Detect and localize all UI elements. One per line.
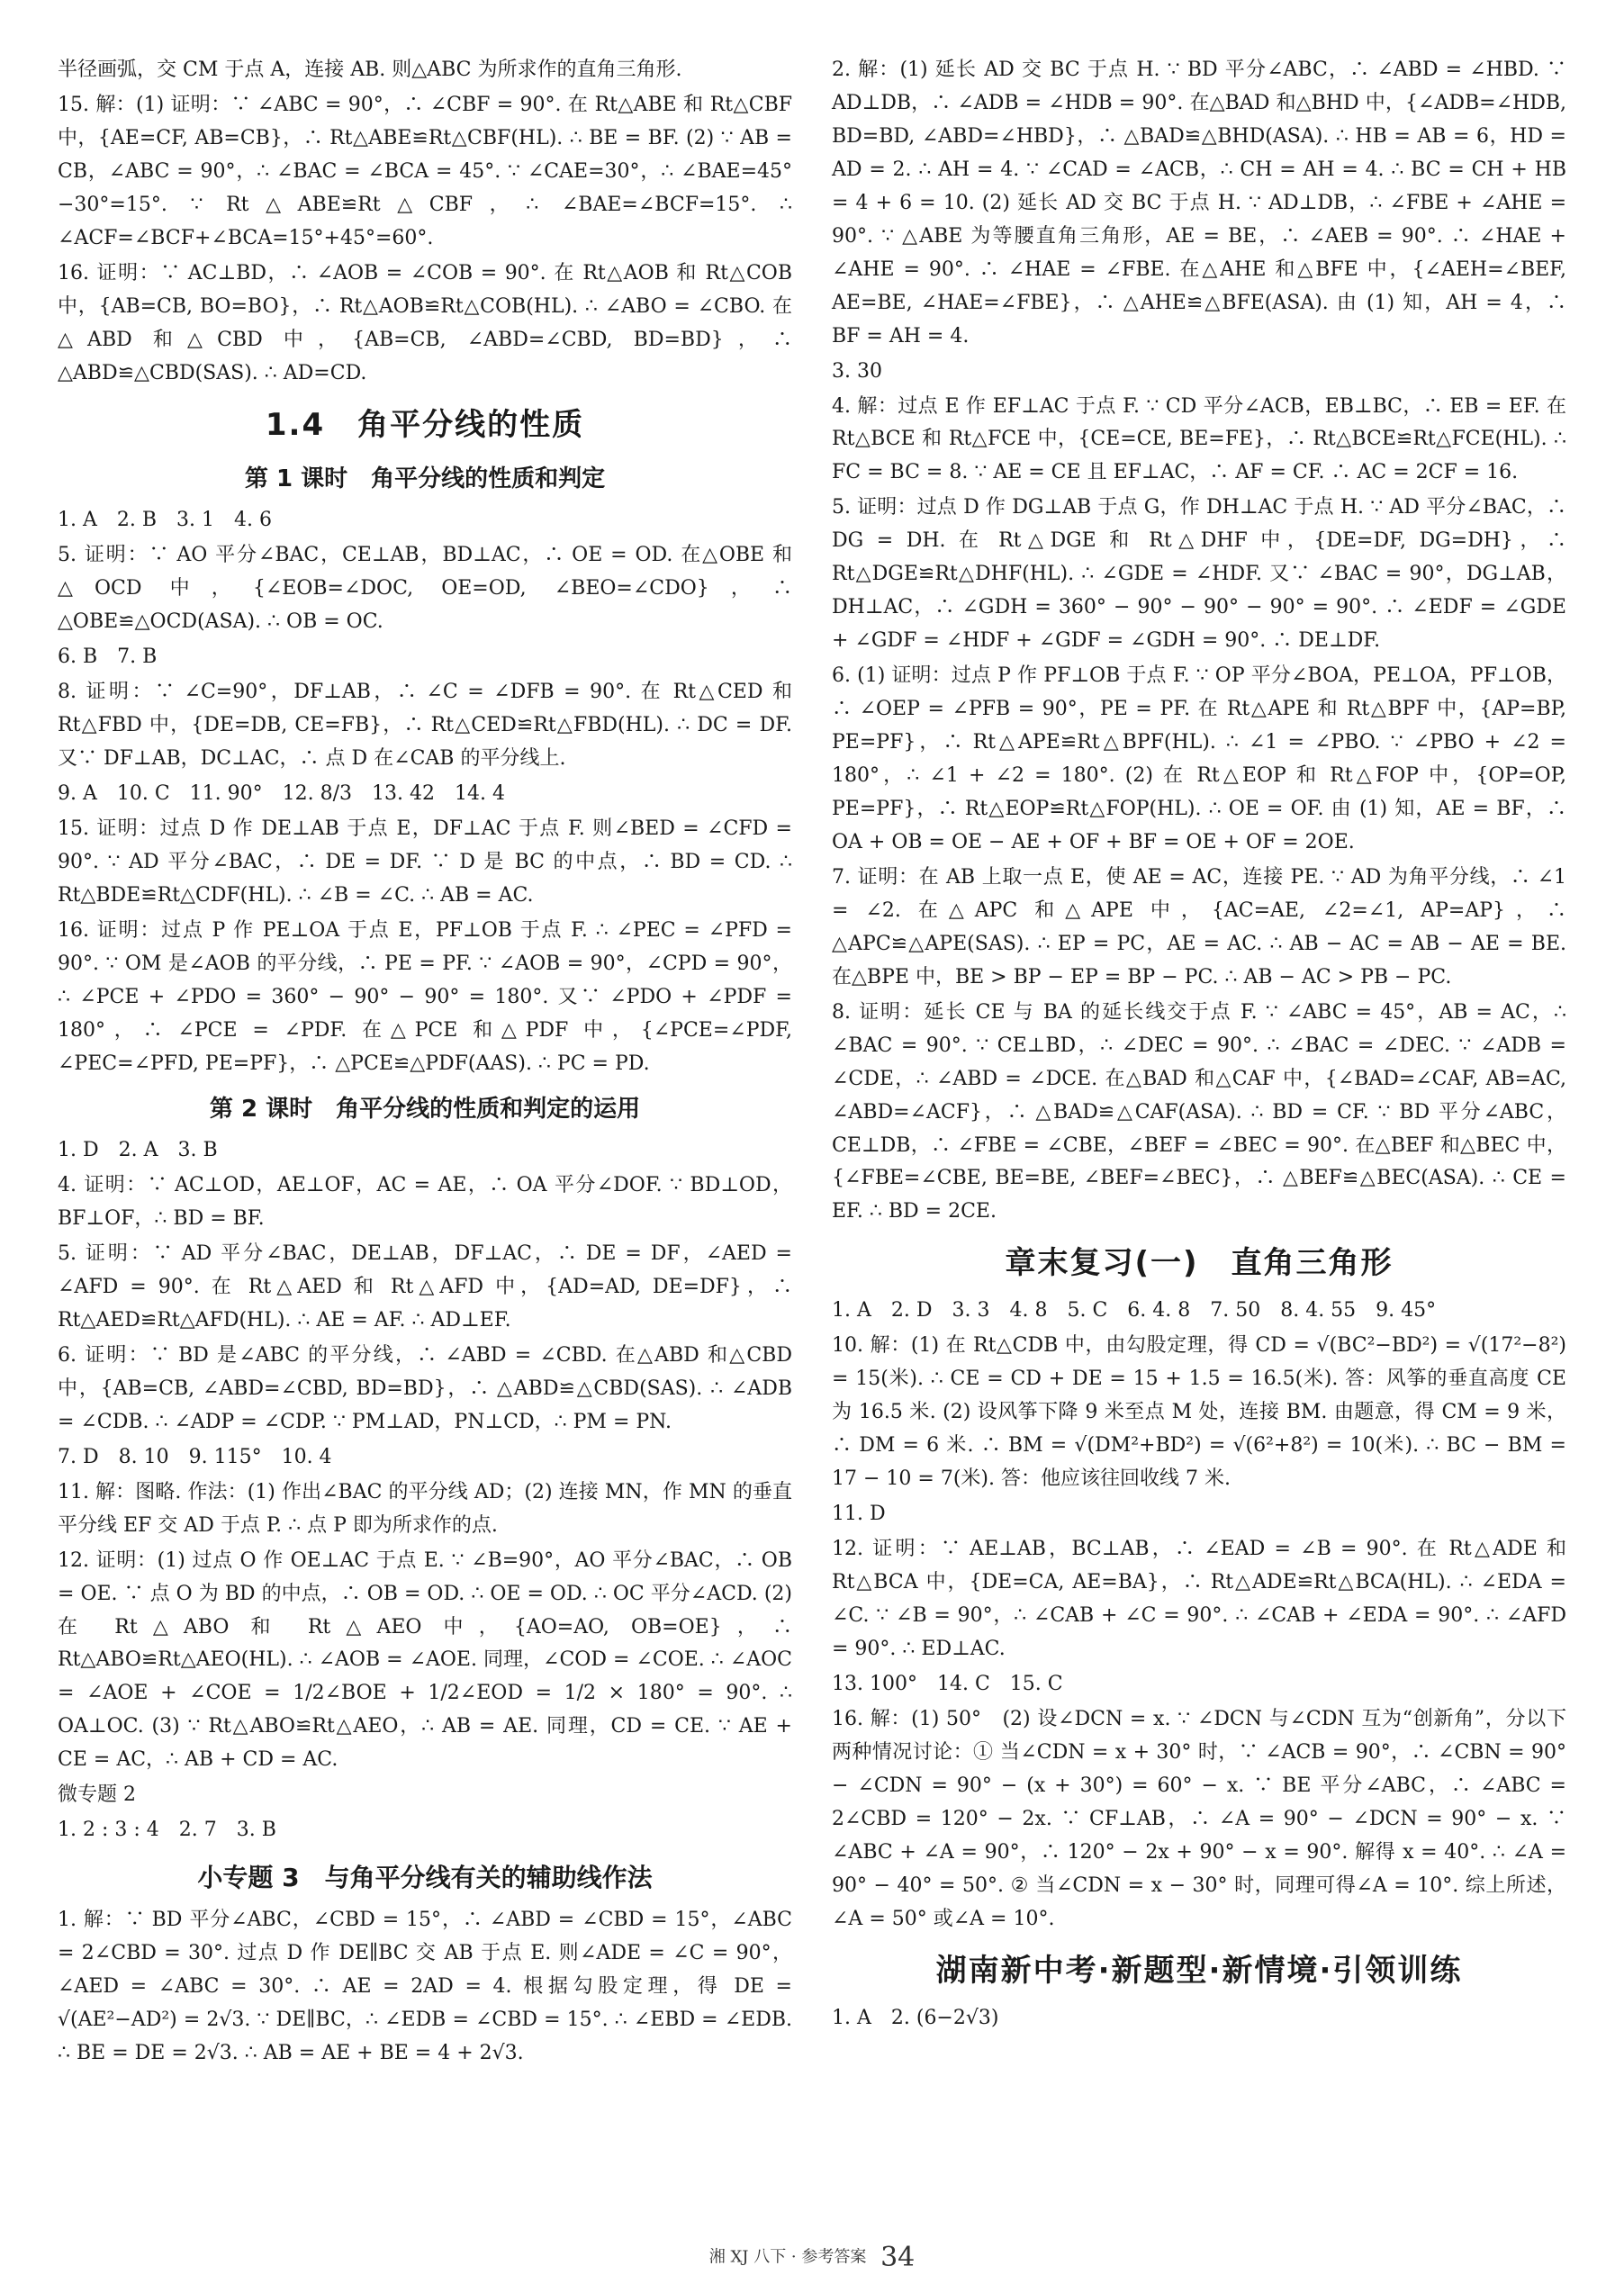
answer-paragraph: 微专题 2 <box>58 1783 136 1807</box>
answer-paragraph: 5. 证明：过点 D 作 DG⊥AB 于点 G，作 DH⊥AC 于点 H. ∵ AD 平分∠BAC，∴ DG = DH. 在 Rt△DGE 和 Rt△DHF 中，{DE=DF, DG=DH}，∴ Rt△DGE≌Rt△DHF(HL). ∴ ∠GDE = ∠HDF. 又∵ ∠BAC = 90°，DG⊥AB，DH⊥AC，∴ ∠GDH = 360° − 90° − 90° − 90° = 90°. ∴ ∠EDF = ∠GDE + ∠GDF = ∠HDF + ∠GDF = ∠GDH = 90°. ∴ DE⊥DF. <box>832 496 1566 653</box>
answer-paragraph: 5. 证明：∵ AD 平分∠BAC，DE⊥AB，DF⊥AC，∴ DE = DF，∠AED = ∠AFD = 90°. 在 Rt△AED 和 Rt△AFD 中，{AD=AD, DE=DF}，∴ Rt△AED≌Rt△AFD(HL). ∴ AE = AF. ∴ AD⊥EF. <box>58 1242 792 1332</box>
right-column <box>832 54 1566 2221</box>
answer-paragraph: 7. 证明：在 AB 上取一点 E，使 AE = AC，连接 PE. ∵ AD 为角平分线，∴ ∠1 = ∠2. 在△APC 和△APE 中，{AC=AE, ∠2=∠1, AP=AP}，∴ △APC≌△APE(SAS). ∴ EP = PC，AE = AC. ∴ AB − AC = AB − AE = BE. 在△BPE 中，BE > BP − EP = BP − PC. ∴ AB − AC > PB − PC. <box>832 865 1566 989</box>
answer-paragraph: 4. 解：过点 E 作 EF⊥AC 于点 F. ∵ CD 平分∠ACB，EB⊥BC，∴ EB = EF. 在 Rt△BCE 和 Rt△FCE 中，{CE=CE, BE=FE}，∴ Rt△BCE≌Rt△FCE(HL). ∴ FC = BC = 8. ∵ AE = CE 且 EF⊥AC，∴ AF = CF. ∴ AC = 2CF = 16. <box>832 394 1566 484</box>
answer-paragraph: 16. 证明：过点 P 作 PE⊥OA 于点 E，PF⊥OB 于点 F. ∴ ∠PEC = ∠PFD = 90°. ∵ OM 是∠AOB 的平分线，∴ PE = PF. ∵ ∠AOB = 90°，∠CPD = 90°，∴ ∠PCE + ∠PDO = 360° − 90° − 90° = 180°. 又∵ ∠PDO + ∠PDF = 180°，∴ ∠PCE = ∠PDF. 在△PCE 和△PDF 中，{∠PCE=∠PDF, ∠PEC=∠PFD, PE=PF}，∴ △PCE≌△PDF(AAS). ∴ PC = PD. <box>58 918 792 1075</box>
answer-paragraph: 12. 证明：∵ AE⊥AB，BC⊥AB，∴ ∠EAD = ∠B = 90°. 在 Rt△ADE 和 Rt△BCA 中，{DE=CA, AE=BA}，∴ Rt△ADE≌Rt△BCA(HL). ∴ ∠EDA = ∠C. ∵ ∠B = 90°，∴ ∠CAB + ∠C = 90°. ∴ ∠CAB + ∠EDA = 90°. ∴ ∠AFD = 90°. ∴ ED⊥AC. <box>832 1538 1566 1660</box>
answer-paragraph: 半径画弧，交 CM 于点 A，连接 AB. 则△ABC 为所求作的直角三角形. <box>58 59 682 81</box>
section-heading: 第 2 课时 角平分线的性质和判定的运用 <box>209 1095 641 1123</box>
answer-paragraph: 13. 100° 14. C 15. C <box>832 1672 1063 1695</box>
answer-paragraph: 5. 证明：∵ AO 平分∠BAC，CE⊥AB，BD⊥AC，∴ OE = OD. 在△OBE 和△OCD 中，{∠EOB=∠DOC, OE=OD, ∠BEO=∠CDO}，∴ △OBE≌△OCD(ASA). ∴ OB = OC. <box>58 544 792 634</box>
section-heading: 湖南新中考·新题型·新情境·引领训练 <box>935 1952 1463 1989</box>
section-heading: 小专题 3 与角平分线有关的辅助线作法 <box>197 1863 653 1893</box>
answer-paragraph: 15. 证明：过点 D 作 DE⊥AB 于点 E，DF⊥AC 于点 F. 则∠BED = ∠CFD = 90°. ∵ AD 平分∠BAC，∴ DE = DF. ∵ D 是 BC 的中点，∴ BD = CD. ∴ Rt△BDE≌Rt△CDF(HL). ∴ ∠B = ∠C. ∴ AB = AC. <box>58 817 792 907</box>
answer-paragraph: 1. A 2. B 3. 1 4. 6 <box>58 509 272 532</box>
answer-paragraph: 2. 解：(1) 延长 AD 交 BC 于点 H. ∵ BD 平分∠ABC，∴ ∠ABD = ∠HBD. ∵ AD⊥DB，∴ ∠ADB = ∠HDB = 90°. 在△BAD 和△BHD 中，{∠ADB=∠HDB, BD=BD, ∠ABD=∠HBD}，∴ △BAD≌△BHD(ASA). ∴ HB = AB = 6，HD = AD = 2. ∴ AH = 4. ∵ ∠CAD = ∠ACB，∴ CH = AH = 4. ∴ BC = CH + HB = 4 + 6 = 10. (2) 延长 AD 交 BC 于点 H. ∵ AD⊥DB，∴ ∠FBE + ∠AHE = 90°. ∵ △ABE 为等腰直角三角形，AE = BE，∴ ∠AEB = 90°. ∴ ∠HAE + ∠AHE = 90°. ∴ ∠HAE = ∠FBE. 在△AHE 和△BFE 中，{∠AEH=∠BEF, AE=BE, ∠HAE=∠FBE}，∴ △AHE≌△BFE(ASA). 由 (1) 知，AH = 4，∴ BF = AH = 4. <box>832 59 1566 348</box>
answer-paragraph: 1. A 2. D 3. 3 4. 8 5. C 6. 4. 8 7. 50 8. 4. 55 9. 45° <box>832 1299 1437 1323</box>
answer-paragraph: 16. 解：(1) 50° (2) 设∠DCN = x. ∵ ∠DCN 与∠CDN 互为“创新角”，分以下两种情况讨论：① 当∠CDN = x + 30° 时，∵ ∠ACB = 90°，∴ ∠CBN = 90° − ∠CDN = 90° − (x + 30°) = 60° − x. ∵ BE 平分∠ABC，∴ ∠ABC = 2∠CBD = 120° − 2x. ∵ CF⊥AB，∴ ∠A = 90° − ∠DCN = 90° − x. ∵ ∠ABC + ∠A = 90°，∴ 120° − 2x + 90° − x = 90°. 解得 x = 40°. ∴ ∠A = 90° − 40° = 50°. ② 当∠CDN = x − 30° 时，同理可得∠A = 10°. 综上所述，∠A = 50° 或∠A = 10°. <box>832 1707 1566 1930</box>
answer-paragraph: 6. 证明：∵ BD 是∠ABC 的平分线，∴ ∠ABD = ∠CBD. 在△ABD 和△CBD 中，{AB=CB, ∠ABD=∠CBD, BD=BD}，∴ △ABD≌△CBD(SAS). ∴ ∠ADB = ∠CDB. ∴ ∠ADP = ∠CDP. ∵ PM⊥AD，PN⊥CD，∴ PM = PN. <box>58 1343 792 1433</box>
answer-paragraph: 1. D 2. A 3. B <box>58 1139 218 1162</box>
answer-paragraph: 6. B 7. B <box>58 645 158 669</box>
section-heading: 章末复习(一) 直角三角形 <box>1005 1245 1394 1282</box>
answer-paragraph: 11. D <box>832 1503 886 1526</box>
answer-paragraph: 7. D 8. 10 9. 115° 10. 4 <box>58 1445 332 1468</box>
answer-paragraph: 15. 解：(1) 证明：∵ ∠ABC = 90°，∴ ∠CBF = 90°. 在 Rt△ABE 和 Rt△CBF 中，{AE=CF, AB=CB}，∴ Rt△ABE≌Rt△CBF(HL). ∴ BE = BF. (2) ∵ AB = CB，∠ABC = 90°，∴ ∠BAC = ∠BCA = 45°. ∵ ∠CAE=30°，∴ ∠BAE=45°−30°=15°. ∵ Rt△ABE≌Rt△CBF，∴ ∠BAE=∠BCF=15°. ∴ ∠ACF=∠BCF+∠BCA=15°+45°=60°. <box>58 93 792 249</box>
answer-paragraph: 4. 证明：∵ AC⊥OD，AE⊥OF，AC = AE，∴ OA 平分∠DOF. ∵ BD⊥OD，BF⊥OF，∴ BD = BF. <box>58 1174 792 1231</box>
answer-paragraph: 3. 30 <box>832 359 882 383</box>
answer-paragraph: 1. A 2. (6−2√3) <box>832 2006 999 2029</box>
answer-paragraph: 16. 证明：∵ AC⊥BD，∴ ∠AOB = ∠COB = 90°. 在 Rt△AOB 和 Rt△COB 中，{AB=CB, BO=BO}，∴ Rt△AOB≌Rt△COB(HL). ∴ ∠ABO = ∠CBO. 在△ABD 和△CBD 中，{AB=CB, ∠ABD=∠CBD, BD=BD}，∴ △ABD≌△CBD(SAS). ∴ AD=CD. <box>58 261 792 384</box>
section-heading: 第 1 课时 角平分线的性质和判定 <box>244 465 606 492</box>
footer-label: 湘 XJ 八下 · 参考答案 <box>708 2247 867 2267</box>
answer-paragraph: 12. 证明：(1) 过点 O 作 OE⊥AC 于点 E. ∵ ∠B=90°，AO 平分∠BAC，∴ OB = OE. ∵ 点 O 为 BD 的中点，∴ OB = OD. ∴ OE = OD. ∴ OC 平分∠ACD. (2) 在 Rt△ABO 和 Rt△AEO 中，{AO=AO, OB=OE}，∴ Rt△ABO≌Rt△AEO(HL). ∴ ∠AOB = ∠AOE. 同理，∠COD = ∠COE. ∴ ∠AOC = ∠AOE + ∠COE = 1/2∠BOE + 1/2∠EOD = 1/2 × 180° = 90°. ∴ OA⊥OC. (3) ∵ Rt△ABO≌Rt△AEO，∴ AB = AE. 同理，CD = CE. ∵ AE + CE = AC，∴ AB + CD = AC. <box>58 1548 792 1772</box>
answer-paragraph: 11. 解：图略. 作法：(1) 作出∠BAC 的平分线 AD；(2) 连接 MN，作 MN 的垂直平分线 EF 交 AD 于点 P. ∴ 点 P 即为所求作的点. <box>58 1480 792 1537</box>
answer-paragraph: 10. 解：(1) 在 Rt△CDB 中，由勾股定理，得 CD = √(BC²−BD²) = √(17²−8²) = 15(米). ∴ CE = CD + DE = 15 + 1.5 = 16.5(米). 答：风筝的垂直高度 CE 为 16.5 米. (2) 设风筝下降 9 米至点 M 处，连接 BM. 由题意，得 CM = 9 米，∴ DM = 6 米. ∴ BM = √(DM²+BD²) = √(6²+8²) = 10(米). ∴ BC − BM = 17 − 10 = 7(米). 答：他应该往回收线 7 米. <box>832 1334 1566 1491</box>
answer-paragraph: 1. 2 : 3 : 4 2. 7 3. B <box>58 1819 276 1842</box>
answer-paragraph: 9. A 10. C 11. 90° 12. 8/3 13. 42 14. 4 <box>58 781 505 805</box>
answer-paragraph: 8. 证明：延长 CE 与 BA 的延长线交于点 F. ∵ ∠ABC = 45°，AB = AC，∴ ∠BAC = 90°. ∵ CE⊥BD，∴ ∠DEC = 90°. ∴ ∠BAC = ∠DEC. ∵ ∠ADB = ∠CDE，∴ ∠ABD = ∠DCE. 在△BAD 和△CAF 中，{∠BAD=∠CAF, AB=AC, ∠ABD=∠ACF}，∴ △BAD≌△CAF(ASA). ∴ BD = CF. ∵ BD 平分∠ABC，CE⊥DB，∴ ∠FBE = ∠CBE，∠BEF = ∠BEC = 90°. 在△BEF 和△BEC 中，{∠FBE=∠CBE, BE=BE, ∠BEF=∠BEC}，∴ △BEF≌△BEC(ASA). ∴ CE = EF. ∴ BD = 2CE. <box>832 1000 1566 1223</box>
page-footer <box>0 2242 1624 2273</box>
page-number: 34 <box>880 2242 916 2273</box>
left-column <box>58 54 792 2221</box>
answer-paragraph: 8. 证明：∵ ∠C=90°，DF⊥AB，∴ ∠C = ∠DFB = 90°. 在 Rt△CED 和 Rt△FBD 中，{DE=DB, CE=FB}，∴ Rt△CED≌Rt△FBD(HL). ∴ DC = DF. 又∵ DF⊥AB，DC⊥AC，∴ 点 D 在∠CAB 的平分线上. <box>58 681 792 770</box>
answer-paragraph: 6. (1) 证明：过点 P 作 PF⊥OB 于点 F. ∵ OP 平分∠BOA，PE⊥OA，PF⊥OB，∴ ∠OEP = ∠PFB = 90°，PE = PF. 在 Rt△APE 和 Rt△BPF 中，{AP=BP, PE=PF}，∴ Rt△APE≌Rt△BPF(HL). ∴ ∠1 = ∠PBO. ∵ ∠PBO + ∠2 = 180°，∴ ∠1 + ∠2 = 180°. (2) 在 Rt△EOP 和 Rt△FOP 中，{OP=OP, PE=PF}，∴ Rt△EOP≌Rt△FOP(HL). ∴ OE = OF. 由 (1) 知，AE = BF，∴ OA + OB = OE − AE + OF + BF = OE + OF = 2OE. <box>832 664 1566 853</box>
answer-paragraph: 1. 解：∵ BD 平分∠ABC，∠CBD = 15°，∴ ∠ABD = ∠CBD = 15°，∠ABC = 2∠CBD = 30°. 过点 D 作 DE∥BC 交 AB 于点 E. 则∠ADE = ∠C = 90°，∠AED = ∠ABC = 30°. ∴ AE = 2AD = 4. 根据勾股定理，得 DE = √(AE²−AD²) = 2√3. ∵ DE∥BC，∴ ∠EDB = ∠CBD = 15°. ∴ ∠EBD = ∠EDB. ∴ BE = DE = 2√3. ∴ AB = AE + BE = 4 + 2√3. <box>58 1909 792 2065</box>
section-heading: 1.4 角平分线的性质 <box>265 406 585 443</box>
